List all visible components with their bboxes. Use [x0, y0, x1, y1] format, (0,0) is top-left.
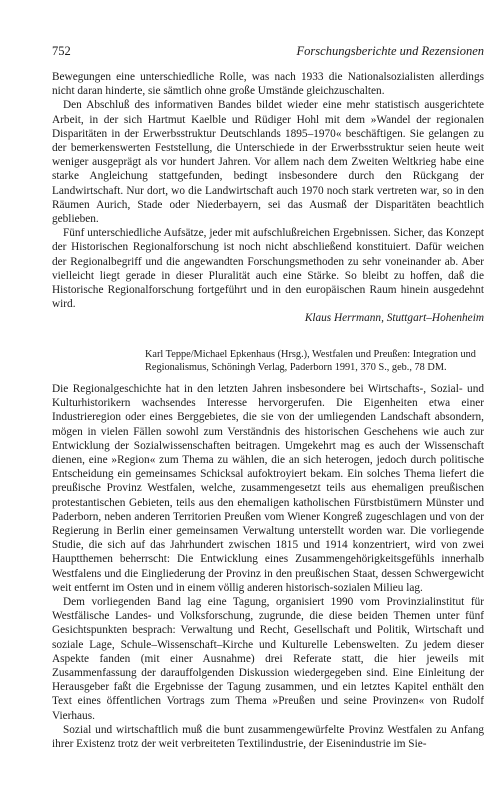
page-header [52, 44, 484, 58]
page-number: 752 [52, 44, 71, 58]
paragraph: Bewegungen eine unterschiedliche Rolle, was nach 1933 die Nationalsozialisten allerdings nicht daran hinderte, sie sämtlich ohne große Umstände gleichzuschalten. [52, 71, 484, 98]
running-title: Forschungsberichte und Rezensionen [296, 44, 484, 58]
paragraph: Den Abschluß des informativen Bandes bildet wieder eine mehr statistisch ausgerichtete Arbeit, in der sich Hartmut Kaelble und Rüdiger Hohl mit dem »Wandel der regionalen Disparitäten in der Erwerbsstruktur Deutschlands 1895–1970« beschäftigen. Sie gelangen zu der bemerkenswerten Feststellung, die Unterschiede in der Erwerbsstruktur seien heute weit weniger ausgeprägt als vor hundert Jahren. Vor allem nach dem Zweiten Weltkrieg habe eine starke Angleichung stattgefunden, bedingt insbesondere durch den Rückgang der Landwirtschaft. Nur dort, wo die Landwirtschaft auch 1970 noch stark vertreten war, so in den Räumen Aurich, Stade oder Niederbayern, sei das Ausmaß der Disparitäten beachtlich geblieben. [52, 99, 484, 226]
paragraph: Dem vorliegenden Band lag eine Tagung, organisiert 1990 vom Provinzialinstitut für Westfälische Landes- und Volksforschung, zugrunde, die diese beiden Themen unter fünf Gesichtspunkten besprach: Verwaltung und Recht, Gesellschaft und Politik, Wirtschaft und soziale Lage, Schule–Wissenschaft–Kirche und Kulturelle Lebenswelten. Zu jedem dieser Aspekte fanden (mit einer Ausnahme) drei Referate statt, die hier jeweils mit Zusammenfassung der darauffolgenden Diskussion wiedergegeben sind. Eine Einleitung der Herausgeber faßt die Ergebnisse der Tagung zusammen, und ein letztes Kapitel enthält den Text eines öffentlichen Vortrags zum Thema »Preußen und seine Provinzen« von Rudolf Vierhaus. [52, 596, 484, 722]
review-2-body [52, 382, 484, 751]
paragraph: Sozial und wirtschaftlich muß die bunt zusammengewürfelte Provinz Westfalen zu Anfang ihrer Existenz trotz der weit verbreiteten Textilindustrie, der Eisenindustrie im Sie- [52, 723, 484, 751]
paragraph: Die Regionalgeschichte hat in den letzten Jahren insbesondere bei Wirtschafts-, Sozial- und Kulturhistorikern wachsendes Interesse hervorgerufen. Die Eigenheiten etwa einer Industrieregion oder eines Berggebietes, die sie von der umliegenden Landschaft absondern, mögen in vielen Fällen sowohl zum Verständnis des historischen Geschehens wie auch zur Entwicklung der Sozialwissenschaften beitragen. Umgekehrt mag es auch der Wissenschaft dienen, eine »Region« zum Thema zu wählen, die an sich heterogen, jedoch durch politische Entscheidung ein gemeinsames Schicksal aufoktroyiert bekam. Ein solches Thema liefert die preußische Provinz Westfalen, welche, zusammengesetzt teils aus ehemaligen preußischen protestantischen Gebieten, teils aus den ehemaligen katholischen Fürstbistümern Münster und Paderborn, neben anderen Territorien Preußen vom Wiener Kongreß zugeschlagen und von der Regierung in Berlin einer gemeinsamen Verwaltung unterstellt worden war. Die vorliegende Studie, die sich auf das Jahrhundert zwischen 1815 und 1914 konzentriert, wird von zwei Hauptthemen beherrscht: Die Entwicklung eines Zusammengehörigkeitsgefühls innerhalb Westfalens und die Eingliederung der Provinz in den preußischen Staat, dessen Schwergewicht weit entfernt im Osten und in einem völlig anderen historisch-sozialen Milieu lag. [52, 383, 484, 594]
bibliographic-entry: Karl Teppe/Michael Epkenhaus (Hrsg.), Westfalen und Preußen: Integration und Regionalismus, Schöningh Verlag, Paderborn 1991, 370 S., geb., 78 DM. [145, 349, 476, 373]
paragraph: Fünf unterschiedliche Aufsätze, jeder mit aufschlußreichen Ergebnissen. Sicher, das Konzept der Historischen Regionalforschung ist noch nicht abschließend konstituiert. Dafür weichen der Regionalbegriff und die angewandten Forschungsmethoden zu sehr voneinander ab. Aber vielleicht liegt gerade in dieser Pluralität auch eine Stärke. So bleibt zu hoffen, daß die Historische Regionalforschung fortgeführt und in den europäischen Raum hinein ausgedehnt wird. [52, 227, 484, 311]
review-1-body [52, 70, 484, 326]
reviewer-signature: Klaus Herrmann, Stuttgart–Hohenheim [304, 312, 484, 325]
